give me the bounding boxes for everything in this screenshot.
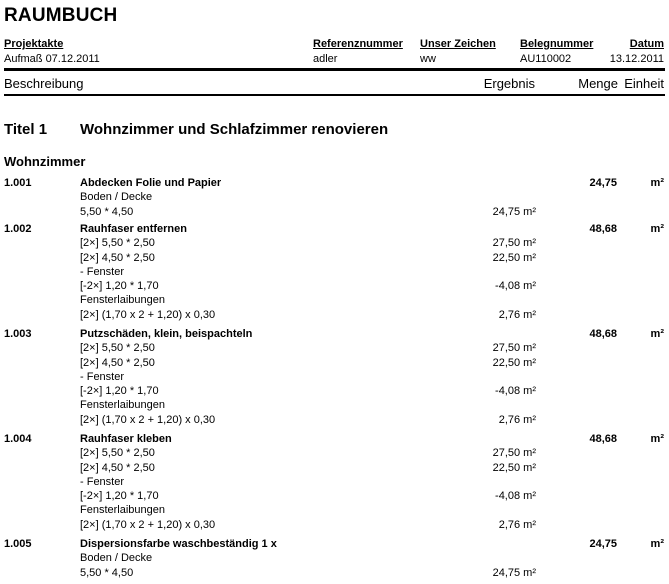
header-label-sign: Unser Zeichen [420, 38, 496, 50]
measurement-result: -4,08 m² [495, 280, 536, 292]
room-heading: Wohnzimmer [4, 154, 86, 169]
measurement-line: Boden / Decke [80, 191, 153, 203]
measurement-line: 5,50 * 4,50 [80, 567, 134, 579]
measurement-line: Fensterlaibungen [80, 504, 166, 516]
header-value-doc-number: AU110002 [520, 53, 572, 65]
measurement-line: - Fenster [80, 371, 125, 383]
measurement-line: [-2×] 1,20 * 1,70 [80, 490, 159, 502]
position-number: 1.005 [4, 538, 32, 550]
measurement-line: [2×] 4,50 * 2,50 [80, 462, 155, 474]
header-label-date: Datum [629, 38, 664, 50]
position-title: Rauhfaser entfernen [80, 223, 187, 235]
column-quantity: Menge [578, 76, 618, 91]
measurement-result: 2,76 m² [498, 519, 536, 531]
section-title: Wohnzimmer und Schlafzimmer renovieren [80, 121, 389, 138]
header-label-reference: Referenznummer [313, 38, 403, 50]
position-number: 1.002 [4, 223, 32, 235]
measurement-result: 2,76 m² [498, 414, 536, 426]
measurement-line: [2×] (1,70 x 2 + 1,20) x 0,30 [80, 519, 216, 531]
position-unit: m² [650, 177, 664, 189]
measurement-result: 22,50 m² [492, 462, 536, 474]
header-value-reference: adler [313, 53, 338, 65]
position-title: Dispersionsfarbe waschbeständig 1 x [80, 538, 277, 550]
measurement-line: [-2×] 1,20 * 1,70 [80, 385, 159, 397]
position-number: 1.004 [4, 433, 32, 445]
document-title: RAUMBUCH [4, 5, 118, 26]
position-quantity: 48,68 [589, 223, 617, 235]
measurement-result: 2,76 m² [498, 309, 536, 321]
position-unit: m² [650, 223, 664, 235]
measurement-result: -4,08 m² [495, 490, 536, 502]
measurement-line: [2×] 4,50 * 2,50 [80, 357, 155, 369]
position-title: Putzschäden, klein, beispachteln [80, 328, 253, 340]
measurement-line: [-2×] 1,20 * 1,70 [80, 280, 159, 292]
measurement-result: 22,50 m² [492, 252, 536, 264]
position-quantity: 48,68 [589, 328, 617, 340]
measurement-result: 27,50 m² [492, 342, 536, 354]
measurement-line: [2×] (1,70 x 2 + 1,20) x 0,30 [80, 309, 216, 321]
position-quantity: 24,75 [589, 177, 617, 189]
position-unit: m² [650, 328, 664, 340]
position-unit: m² [650, 538, 664, 550]
column-unit: Einheit [624, 76, 664, 91]
measurement-line: Boden / Decke [80, 552, 153, 564]
header-value-date: 13.12.2011 [609, 53, 664, 65]
measurement-result: 27,50 m² [492, 237, 536, 249]
measurement-result: 22,50 m² [492, 357, 536, 369]
measurement-line: [2×] 5,50 * 2,50 [80, 237, 155, 249]
measurement-line: - Fenster [80, 476, 125, 488]
measurement-line: [2×] (1,70 x 2 + 1,20) x 0,30 [80, 414, 216, 426]
header-label-doc-number: Belegnummer [520, 38, 594, 50]
measurement-result: 27,50 m² [492, 447, 536, 459]
measurement-result: 24,75 m² [492, 206, 536, 218]
position-quantity: 48,68 [589, 433, 617, 445]
measurement-line: [2×] 5,50 * 2,50 [80, 447, 155, 459]
position-number: 1.003 [4, 328, 32, 340]
position-number: 1.001 [4, 177, 32, 189]
column-result: Ergebnis [483, 76, 535, 91]
measurement-line: 5,50 * 4,50 [80, 206, 134, 218]
header-value-project: Aufmaß 07.12.2011 [4, 53, 100, 65]
position-unit: m² [650, 433, 664, 445]
measurement-line: [2×] 4,50 * 2,50 [80, 252, 155, 264]
position-title: Abdecken Folie und Papier [80, 177, 222, 189]
measurement-result: -4,08 m² [495, 385, 536, 397]
position-quantity: 24,75 [589, 538, 617, 550]
header-rule [4, 68, 665, 71]
column-description: Beschreibung [4, 76, 84, 91]
header-value-sign: ww [420, 53, 436, 65]
position-title: Rauhfaser kleben [80, 433, 172, 445]
measurement-line: Fensterlaibungen [80, 294, 166, 306]
section-number: Titel 1 [4, 121, 48, 138]
measurement-result: 24,75 m² [492, 567, 536, 579]
header-label-project: Projektakte [4, 38, 64, 50]
column-rule [4, 94, 665, 96]
measurement-line: - Fenster [80, 266, 125, 278]
measurement-line: Fensterlaibungen [80, 399, 166, 411]
measurement-line: [2×] 5,50 * 2,50 [80, 342, 155, 354]
